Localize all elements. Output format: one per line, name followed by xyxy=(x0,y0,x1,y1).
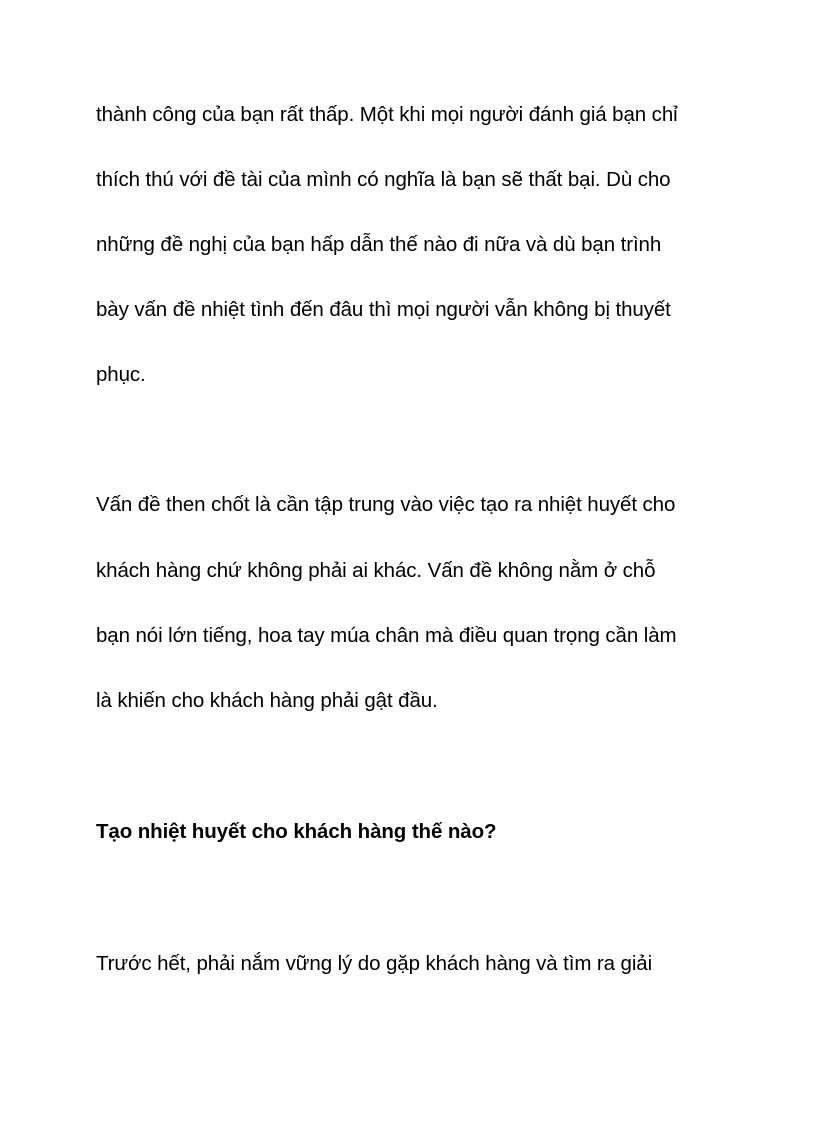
paragraph-2-line-2: khách hàng chứ không phải ai khác. Vấn đề không nằm ở chỗ xyxy=(96,559,656,582)
paragraph-3-line-1: Trước hết, phải nắm vững lý do gặp khách hàng và tìm ra giải xyxy=(96,952,653,975)
paragraph-1-line-3: những đề nghị của bạn hấp dẫn thế nào đi nữa và dù bạn trình xyxy=(96,233,662,256)
paragraph-2-line-1: Vấn đề then chốt là cần tập trung vào việc tạo ra nhiệt huyết cho xyxy=(96,493,676,516)
section-heading: Tạo nhiệt huyết cho khách hàng thế nào? xyxy=(96,820,497,843)
paragraph-1-line-2: thích thú với đề tài của mình có nghĩa là bạn sẽ thất bại. Dù cho xyxy=(96,168,671,191)
paragraph-1-line-1: thành công của bạn rất thấp. Một khi mọi người đánh giá bạn chỉ xyxy=(96,103,678,126)
paragraph-2-line-4: là khiến cho khách hàng phải gật đầu. xyxy=(96,689,438,712)
paragraph-2-line-3: bạn nói lớn tiếng, hoa tay múa chân mà điều quan trọng cần làm xyxy=(96,624,677,647)
paragraph-1-line-5: phục. xyxy=(96,363,146,386)
paragraph-1-line-4: bày vấn đề nhiệt tình đến đâu thì mọi người vẫn không bị thuyết xyxy=(96,298,671,321)
